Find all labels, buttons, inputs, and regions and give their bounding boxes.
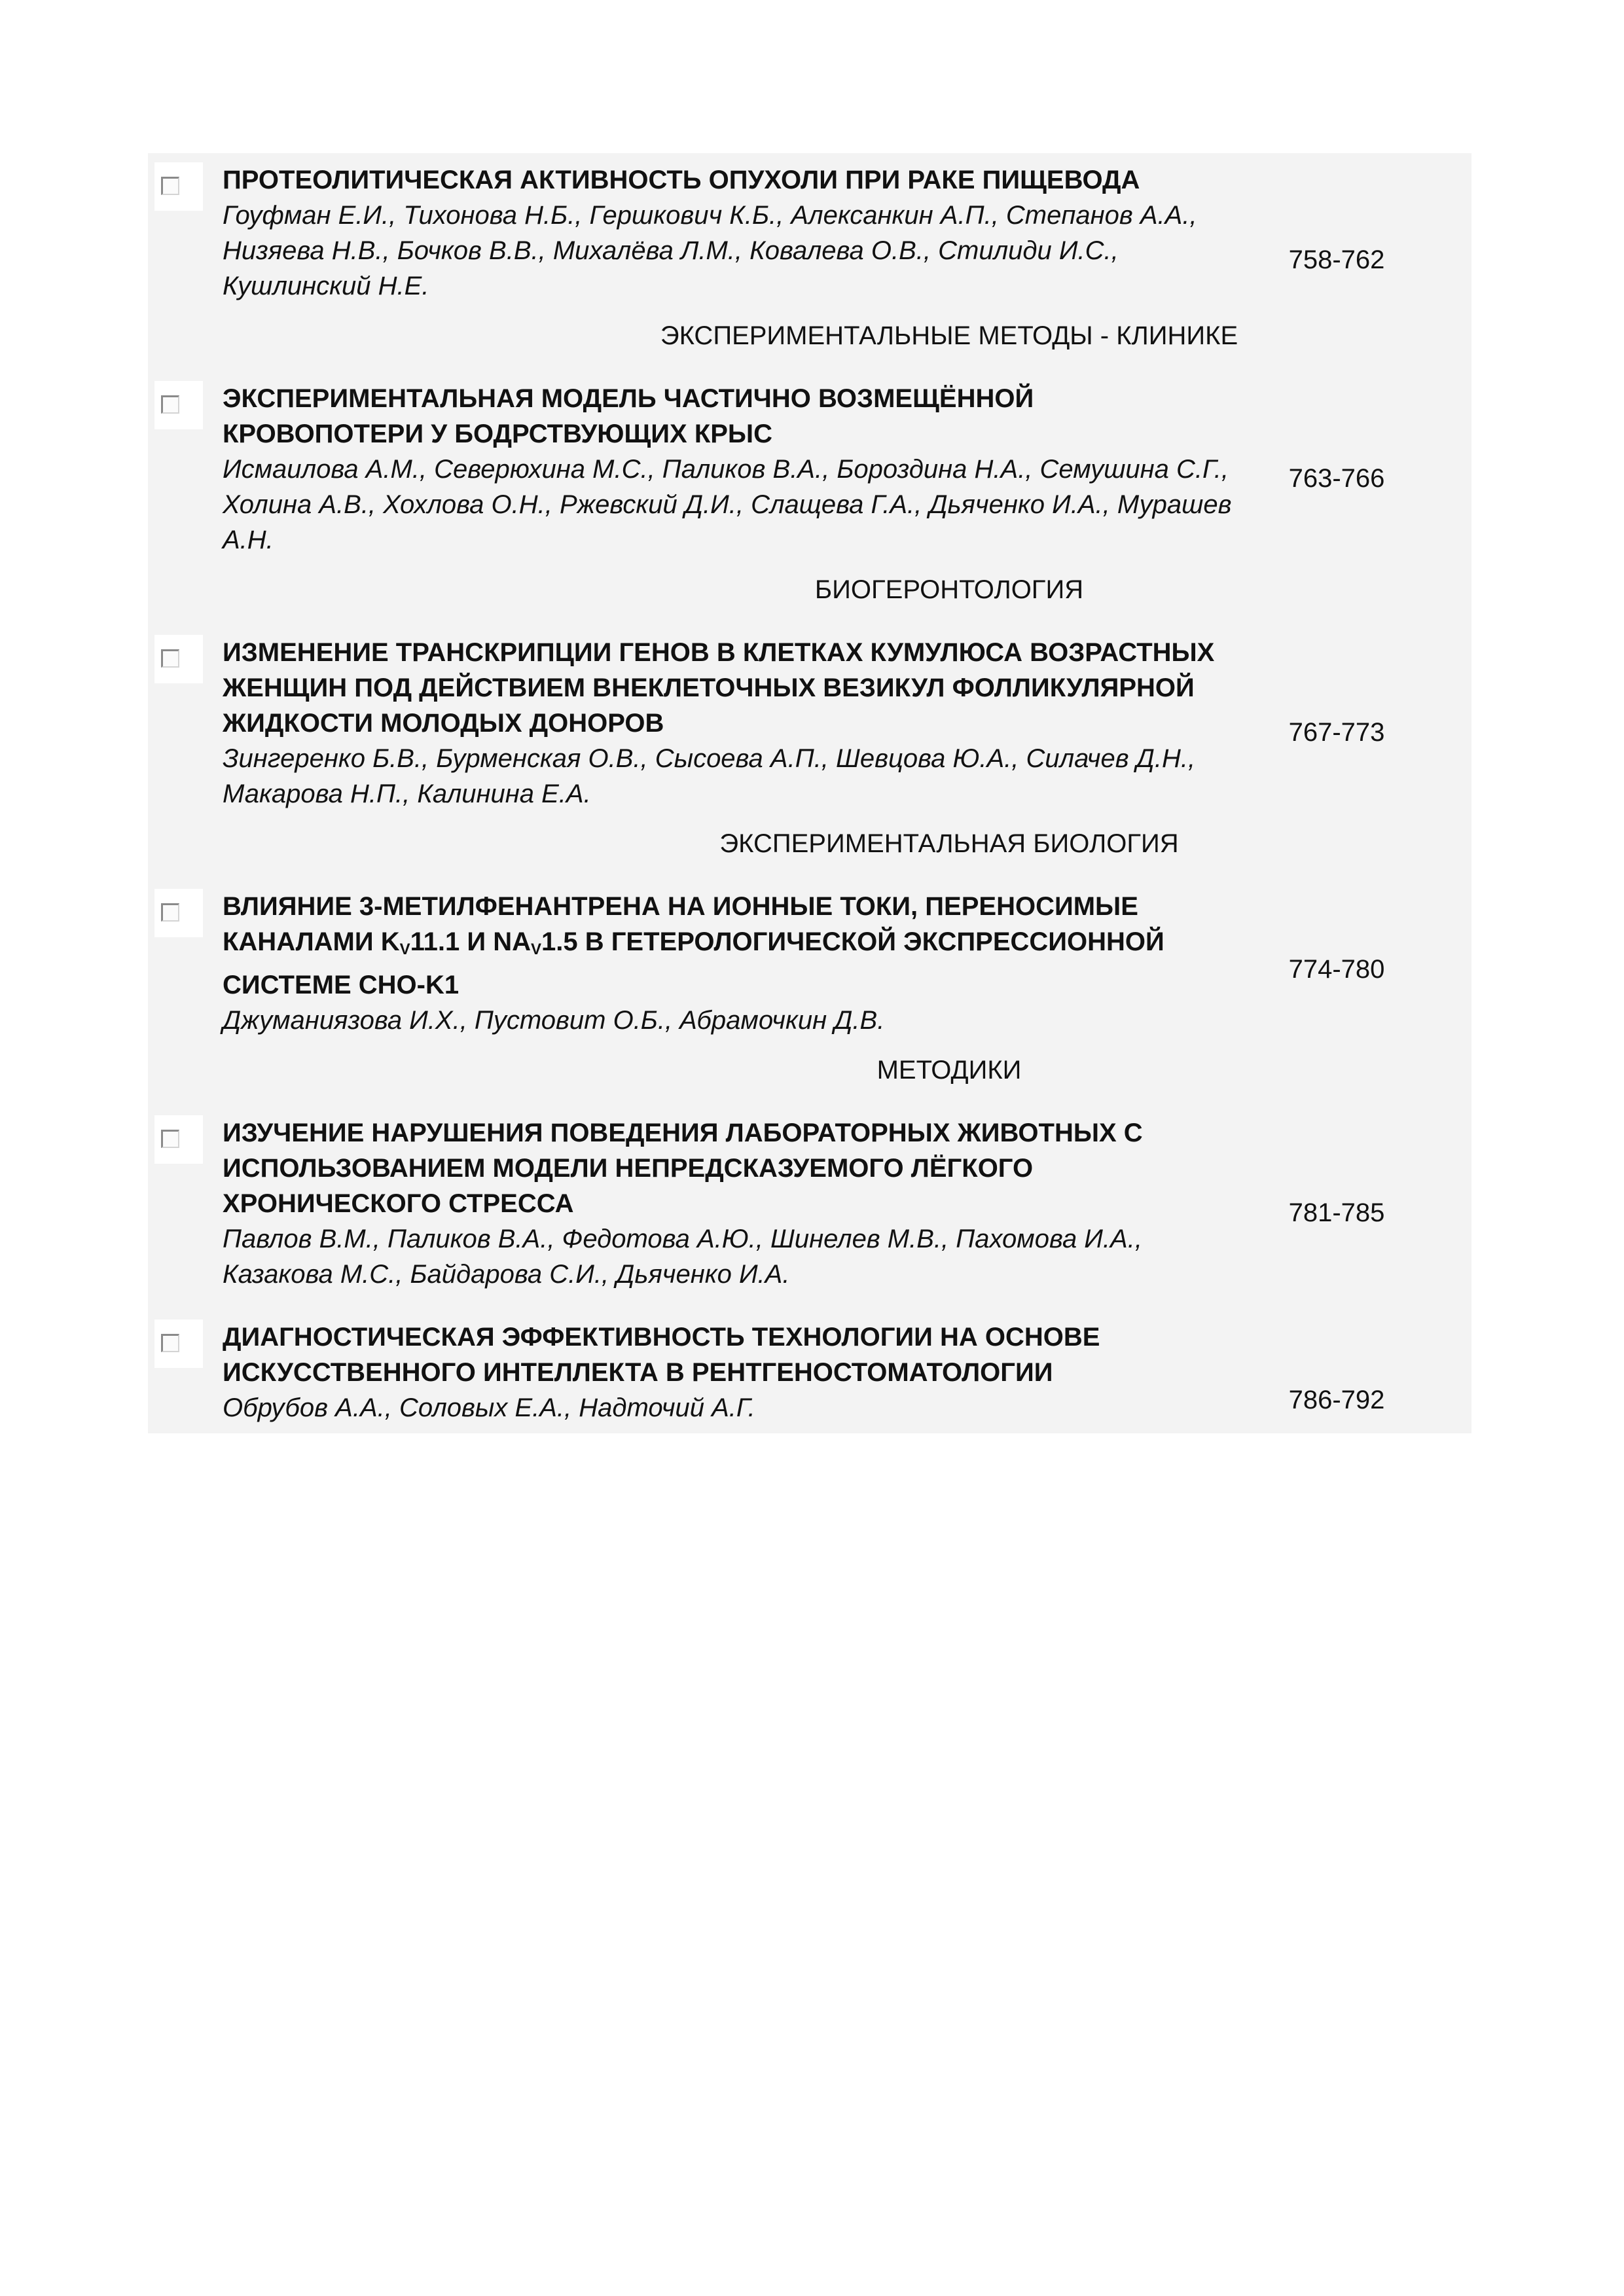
checkbox-box[interactable] xyxy=(161,177,179,195)
article-pages: 763-766 xyxy=(1288,464,1385,493)
select-checkbox[interactable] xyxy=(154,381,203,429)
article-pages: 758-762 xyxy=(1288,245,1385,274)
article-authors: Джуманиязова И.Х., Пустовит О.Б., Абрамочкин Д.В. xyxy=(223,1006,885,1035)
article-authors: Обрубов А.А., Соловых Е.А., Надточий А.Г. xyxy=(223,1393,755,1422)
checkbox-box[interactable] xyxy=(161,395,179,414)
contents-panel xyxy=(148,153,1471,1433)
select-checkbox[interactable] xyxy=(154,635,203,683)
section-heading-text: ЭКСПЕРИМЕНТАЛЬНАЯ БИОЛОГИЯ xyxy=(719,829,1179,858)
article-authors: Зингеренко Б.В., Бурменская О.В., Сысоева А.П., Шевцова Ю.А., Силачев Д.Н., Макарова Н.П., Калинина Е.А. xyxy=(223,744,1196,808)
select-checkbox[interactable] xyxy=(154,1319,203,1368)
section-heading-text: ЭКСПЕРИМЕНТАЛЬНЫЕ МЕТОДЫ - КЛИНИКЕ xyxy=(660,321,1238,350)
article-title[interactable]: ИЗМЕНЕНИЕ ТРАНСКРИПЦИИ ГЕНОВ В КЛЕТКАХ КУМУЛЮСА ВОЗРАСТНЫХ ЖЕНЩИН ПОД ДЕЙСТВИЕМ ВНЕКЛЕТОЧНЫХ ВЕЗИКУЛ ФОЛЛИКУЛЯРНОЙ ЖИДКОСТИ МОЛОДЫХ ДОНОРОВ xyxy=(223,638,1215,738)
article-entry xyxy=(148,1115,1471,1292)
section-heading-text: БИОГЕРОНТОЛОГИЯ xyxy=(814,575,1084,604)
select-checkbox[interactable] xyxy=(154,1115,203,1164)
article-pages: 774-780 xyxy=(1288,955,1385,984)
article-entry xyxy=(148,1319,1471,1426)
article-entry xyxy=(148,381,1471,558)
section-heading xyxy=(148,1052,1471,1088)
select-checkbox[interactable] xyxy=(154,889,203,937)
title-subscript: V xyxy=(399,941,410,958)
article-title[interactable]: ПРОТЕОЛИТИЧЕСКАЯ АКТИВНОСТЬ ОПУХОЛИ ПРИ РАКЕ ПИЩЕВОДА xyxy=(223,166,1140,194)
section-heading xyxy=(148,826,1471,861)
select-checkbox[interactable] xyxy=(154,162,203,211)
article-title[interactable]: ЭКСПЕРИМЕНТАЛЬНАЯ МОДЕЛЬ ЧАСТИЧНО ВОЗМЕЩЁННОЙ КРОВОПОТЕРИ У БОДРСТВУЮЩИХ КРЫС xyxy=(223,384,1034,448)
title-text: ВЛИЯНИЕ 3-МЕТИЛФЕНАНТРЕНА НА ИОННЫЕ ТОКИ, ПЕРЕНОСИМЫЕ КАНАЛАМИ K xyxy=(223,892,1138,956)
article-pages: 767-773 xyxy=(1288,718,1385,747)
article-authors: Павлов В.М., Паликов В.А., Федотова А.Ю., Шинелев М.В., Пахомова И.А., Казакова М.С., Байдарова С.И., Дьяченко И.А. xyxy=(223,1225,1142,1289)
article-title[interactable]: ДИАГНОСТИЧЕСКАЯ ЭФФЕКТИВНОСТЬ ТЕХНОЛОГИИ НА ОСНОВЕ ИСКУССТВЕННОГО ИНТЕЛЛЕКТА В РЕНТГЕНОСТОМАТОЛОГИИ xyxy=(223,1323,1100,1387)
section-heading xyxy=(148,318,1471,353)
article-title[interactable]: ИЗУЧЕНИЕ НАРУШЕНИЯ ПОВЕДЕНИЯ ЛАБОРАТОРНЫХ ЖИВОТНЫХ С ИСПОЛЬЗОВАНИЕМ МОДЕЛИ НЕПРЕДСКАЗУЕМОГО ЛЁГКОГО ХРОНИЧЕСКОГО СТРЕССА xyxy=(223,1119,1143,1218)
article-pages: 786-792 xyxy=(1288,1386,1385,1414)
title-text: 1.5 В ГЕТЕРОЛОГИЧЕСКОЙ ЭКСПРЕССИОННОЙ СИСТЕМЕ CHO-K1 xyxy=(223,927,1164,999)
checkbox-box[interactable] xyxy=(161,1334,179,1352)
article-authors: Исмаилова А.М., Северюхина М.С., Паликов В.А., Бороздина Н.А., Семушина С.Г., Холина А.В., Хохлова О.Н., Ржевский Д.И., Слащева Г.А., Дьяченко И.А., Мурашев А.Н. xyxy=(223,455,1232,554)
article-authors: Гоуфман Е.И., Тихонова Н.Б., Гершкович К.Б., Алексанкин А.П., Степанов А.А., Низяева Н.В., Бочков В.В., Михалёва Л.М., Ковалева О.В., Стилиди И.С., Кушлинский Н.Е. xyxy=(223,201,1197,300)
article-entry xyxy=(148,889,1471,1038)
section-heading xyxy=(148,572,1471,607)
article-pages: 781-785 xyxy=(1288,1198,1385,1227)
checkbox-box[interactable] xyxy=(161,903,179,922)
title-subscript: V xyxy=(531,941,542,958)
article-entry xyxy=(148,635,1471,812)
article-entry xyxy=(148,162,1471,304)
checkbox-box[interactable] xyxy=(161,649,179,668)
title-text: 11.1 И NA xyxy=(410,927,532,956)
checkbox-box[interactable] xyxy=(161,1130,179,1148)
article-title[interactable] xyxy=(223,889,1236,1003)
section-heading-text: МЕТОДИКИ xyxy=(876,1056,1022,1085)
